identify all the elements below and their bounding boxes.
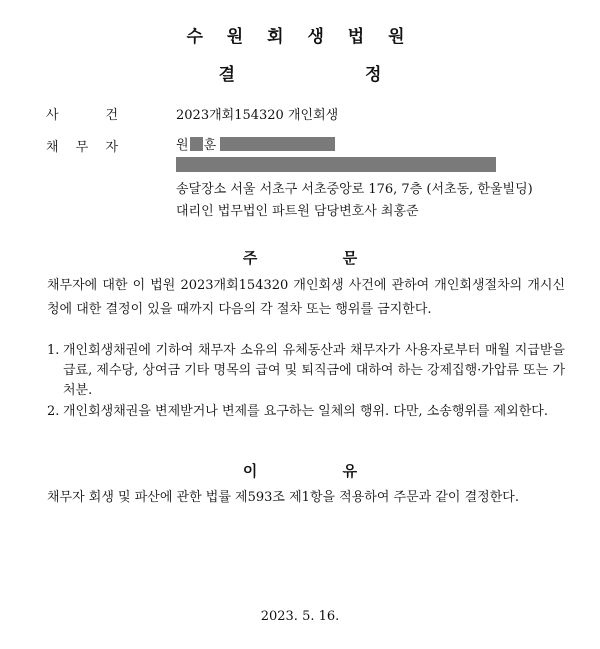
redaction-block: [176, 157, 496, 172]
debtor-name: [176, 134, 335, 153]
decision-date: 2023. 5. 16.: [260, 609, 340, 624]
redaction-block: [220, 137, 335, 151]
debtor-label-char: 자: [105, 140, 118, 155]
order-item-number: 1.: [47, 343, 60, 358]
debtor-label: [46, 136, 118, 155]
debtor-label-char: 채: [46, 140, 59, 155]
order-item: [47, 402, 565, 422]
address-redaction: [176, 157, 496, 172]
order-item: [47, 341, 565, 401]
case-number: 2023개회154320 개인회생: [176, 108, 339, 123]
redaction-block: [190, 137, 203, 151]
court-name: 수 원 회 생 법 원: [186, 27, 414, 47]
order-intro: 채무자에 대한 이 법원 2023개회154320 개인회생 사건에 관하여 개인회생절차의 개시신청에 대한 결정이 있을 때까지 다음의 각 절차 또는 행위를 금지한다.: [47, 278, 565, 317]
reason-heading: 이 유: [242, 462, 398, 480]
order-item-number: 2.: [47, 404, 60, 419]
debtor-label-char: 무: [75, 140, 89, 155]
case-label: [46, 104, 118, 123]
document-title: 결 정: [218, 65, 444, 85]
debtor-name-first: 원: [176, 138, 189, 153]
order-item-text: 개인회생채권에 기하여 채무자 소유의 유체동산과 채무자가 사용자로부터 매월 지급받을 급료, 제수당, 상여금 기타 명목의 급여 및 퇴직금에 대하여 하는 강제집행·가압류 또는 가처분.: [63, 343, 565, 398]
case-label-char: 건: [105, 108, 118, 123]
order-item-text: 개인회생채권을 변제받거나 변제를 요구하는 일체의 행위. 다만, 소송행위를 제외한다.: [63, 404, 548, 419]
service-place: 송달장소 서울 서초구 서초중앙로 176, 7층 (서초동, 한울빌딩): [176, 182, 533, 197]
case-label-char: 사: [46, 108, 59, 123]
reason-text: 채무자 회생 및 파산에 관한 법률 제593조 제1항을 적용하여 주문과 같이 결정한다.: [47, 490, 519, 505]
order-heading: 주 문: [242, 249, 398, 267]
representative: 대리인 법무법인 파트원 담당변호사 최홍준: [176, 204, 419, 219]
debtor-name-second: 훈: [203, 138, 217, 153]
